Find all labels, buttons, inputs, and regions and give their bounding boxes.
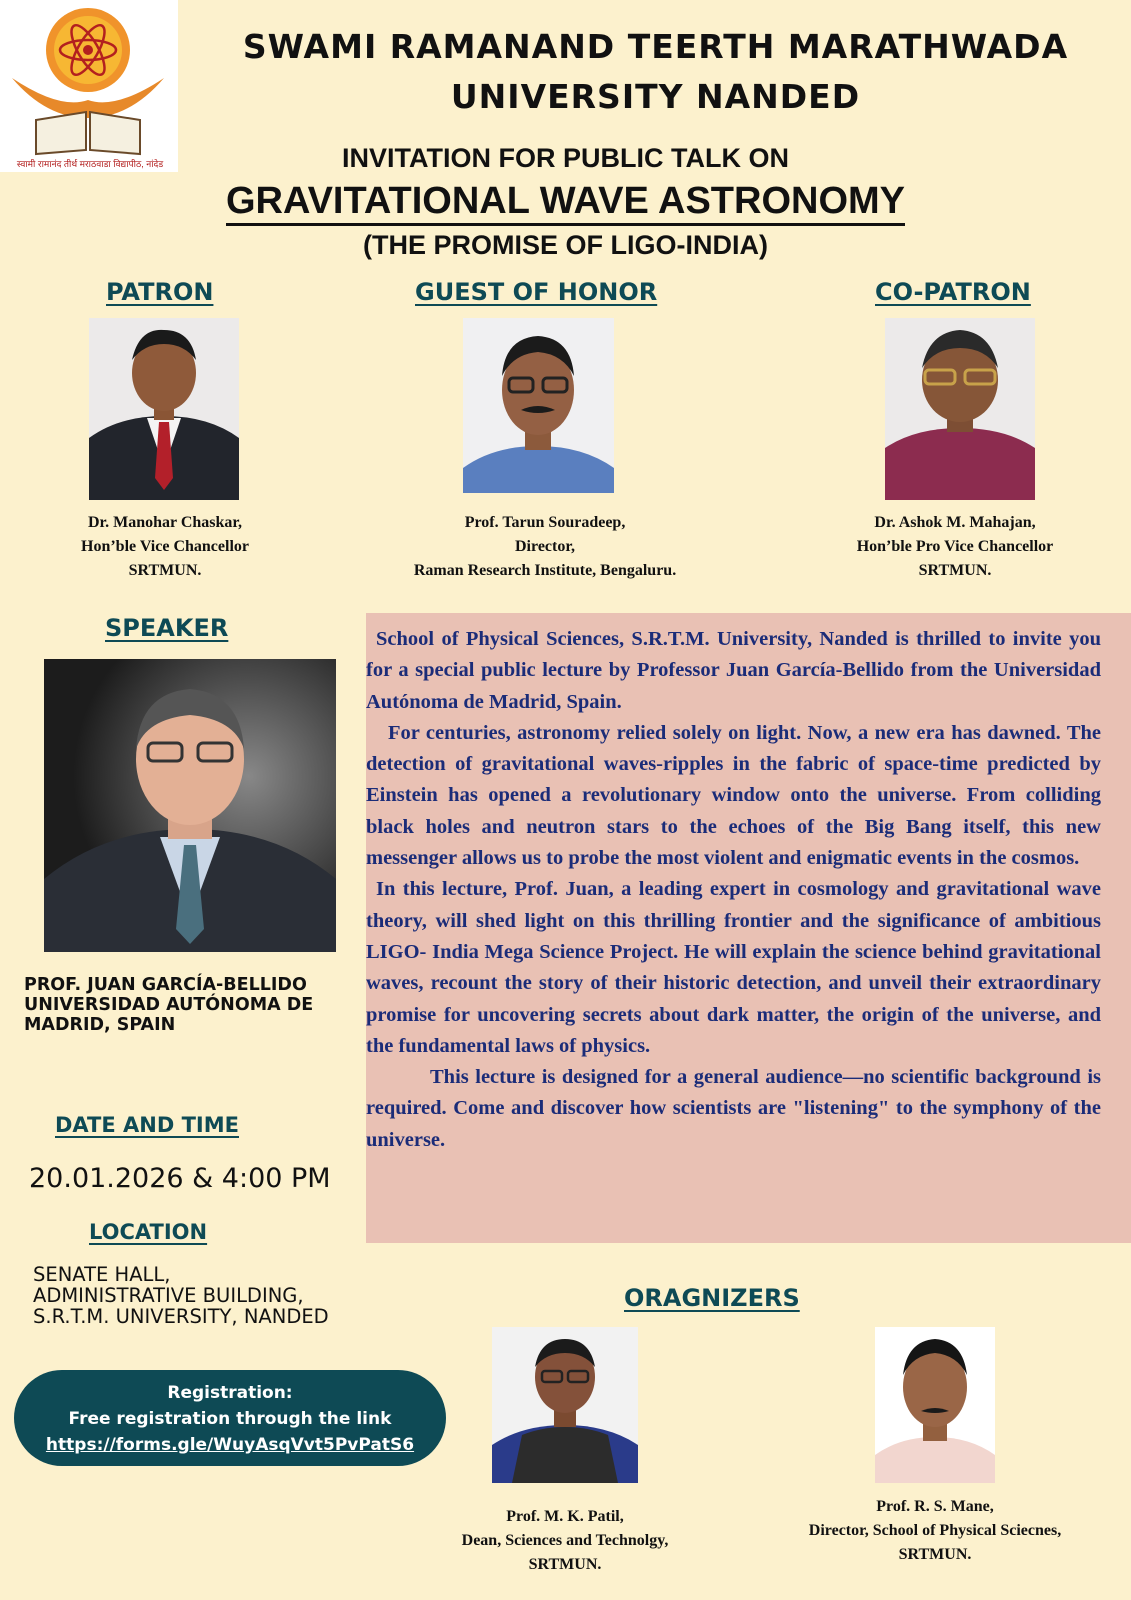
patron-heading: PATRON [106,278,214,306]
organizers-heading: ORAGNIZERS [624,1284,800,1312]
speaker-name: PROF. JUAN GARCÍA-BELLIDO [24,975,307,995]
guest-name: Prof. Tarun Souradeep, [464,514,626,531]
copatron-name: Dr. Ashok M. Mahajan, [874,514,1036,531]
organizer-1-org: SRTMUN. [528,1556,602,1573]
copatron-org: SRTMUN. [918,562,992,579]
copatron-role: Hon’ble Pro Vice Chancellor [856,538,1054,555]
location-heading: LOCATION [89,1220,208,1244]
patron-caption [40,511,290,583]
patron-name: Dr. Manohar Chaskar, [87,514,243,531]
organizer-1-caption [430,1505,700,1577]
talk-subtitle: (THE PROMISE OF LIGO-INDIA) [363,230,768,260]
registration-banner [14,1370,446,1466]
description-paragraph-4: This lecture is designed for a general audience—no scientific background is required. Come and discover how scientists are "listening" to the symphony of the universe. [366,1066,1101,1151]
copatron-photo [885,318,1035,500]
university-name-line1: SWAMI RAMANAND TEERTH MARATHWADA [242,27,1069,66]
copatron-caption [830,511,1080,583]
speaker-heading: SPEAKER [105,614,229,642]
description-text [366,624,1101,1156]
patron-org: SRTMUN. [128,562,202,579]
invitation-line: INVITATION FOR PUBLIC TALK ON [342,143,789,173]
speaker-info [24,975,364,1035]
location-line2: ADMINISTRATIVE BUILDING, [33,1284,304,1307]
description-paragraph-3: In this lecture, Prof. Juan, a leading expert in cosmology and gravitational wave theory, will shed light on this thrilling frontier and the significance of ambitious LIGO- India Mega Science Project. He will explain the science behind gravitational waves, recount the story of their historic detection, and unveil their extraordinary promise for uncovering secrets about dark matter, the origin of the universe, and the fundamental laws of physics. [366,878,1101,1057]
organizer-2-name: Prof. R. S. Mane, [876,1498,994,1515]
description-paragraph-1: School of Physical Sciences, S.R.T.M. University, Nanded is thrilled to invite you for a special public lecture by Professor Juan García-Bellido from the Universidad Autónoma de Madrid, Spain. [366,628,1101,713]
organizer-2-photo [875,1327,995,1483]
guest-heading: GUEST OF HONOR [415,278,658,306]
organizer-2-org: SRTMUN. [898,1546,972,1563]
organizer-1-name: Prof. M. K. Patil, [506,1508,624,1525]
guest-caption [380,511,710,583]
location-address [33,1264,373,1327]
patron-role: Hon’ble Vice Chancellor [81,538,249,555]
organizer-2-role: Director, School of Physical Sciecnes, [808,1522,1062,1539]
location-line1: SENATE HALL, [33,1263,171,1286]
talk-title-text: GRAVITATIONAL WAVE ASTRONOMY [226,180,905,226]
organizer-1-photo [492,1327,638,1483]
registration-link[interactable]: https://forms.gle/WuyAsqVvt5PvPatS6 [45,1435,415,1455]
talk-title [0,180,1131,223]
patron-photo [89,318,239,500]
copatron-heading: CO-PATRON [875,278,1031,306]
registration-text: Free registration through the link [68,1409,392,1429]
description-paragraph-2: For centuries, astronomy relied solely on light. Now, a new era has dawned. The detection of gravitational waves-ripples in the fabric of space-time predicted by Einstein has opened a revolutionary window onto the universe. From colliding black holes and neutron stars to the echoes of the Big Bang itself, this new messenger allows us to probe the most violent and enigmatic events in the cosmos. [366,721,1101,870]
date-heading: DATE AND TIME [55,1113,239,1137]
guest-role: Director, [515,538,575,555]
speaker-affiliation-line2: MADRID, SPAIN [24,1015,176,1035]
guest-org: Raman Research Institute, Bengaluru. [413,562,677,579]
organizer-2-caption [785,1495,1085,1567]
speaker-affiliation-line1: UNIVERSIDAD AUTÓNOMA DE [24,995,314,1015]
guest-photo [463,318,614,493]
university-name-line2: UNIVERSITY NANDED [450,77,861,116]
date-value: 20.01.2026 & 4:00 PM [29,1163,331,1194]
logo-caption: स्वामी रामानंद तीर्थ मराठवाडा विद्यापीठ, नांदेड [16,159,164,169]
organizer-1-role: Dean, Sciences and Technolgy, [461,1532,669,1549]
speaker-photo [44,659,336,952]
location-line3: S.R.T.M. UNIVERSITY, NANDED [33,1305,329,1328]
registration-heading: Registration: [167,1383,293,1403]
